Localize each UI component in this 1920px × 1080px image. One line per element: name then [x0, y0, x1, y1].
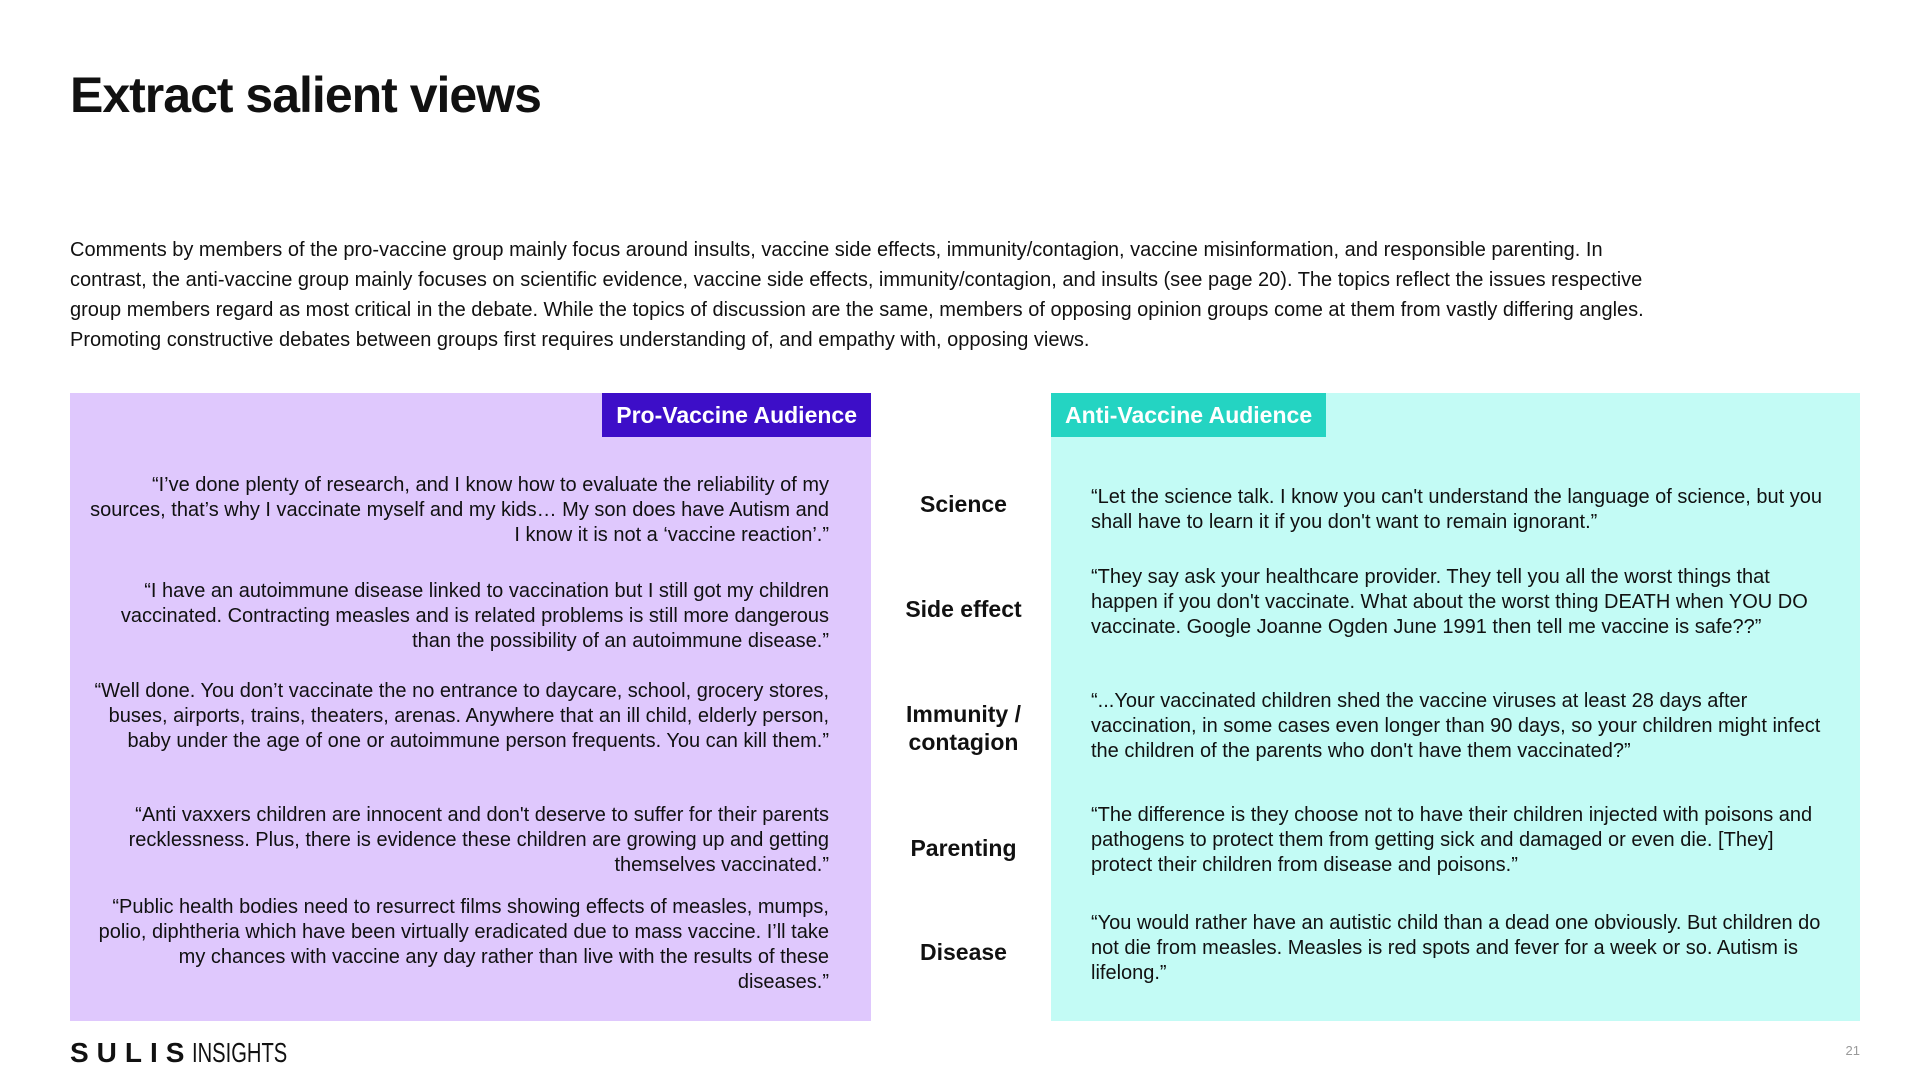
pro-quote-science: “I’ve done plenty of research, and I know how to evaluate the reliability of my sources, that’s why I vaccinate myself and my kids… My son does have Autism and I know it is not a ‘vaccine reaction’.”	[90, 474, 829, 546]
pro-quote-disease: “Public health bodies need to resurrect films showing effects of measles, mumps, polio, diphtheria which have been virtually eradicated due to mass vaccine. I’ll take my chances with vaccine any day rather than live with the results of these diseases.”	[98, 896, 829, 993]
anti-vaccine-panel	[1051, 393, 1860, 1021]
anti-quote-side-effect: “They say ask your healthcare provider. They tell you all the worst things that happen if you don't vaccinate. What about the worst thing DEATH when YOU DO vaccinate. Google Joanne Ogden June 1991 then tell me vaccine is safe??”	[1091, 566, 1808, 638]
anti-vaccine-audience-label: Anti-Vaccine Audience	[1051, 393, 1326, 437]
pro-quote-side-effect: “I have an autoimmune disease linked to vaccination but I still got my children vaccinated. Contracting measles and is related problems is still more dangerous than the possibility of an autoimmune disease.”	[120, 580, 829, 652]
intro-paragraph: Comments by members of the pro-vaccine group mainly focus around insults, vaccine side effects, immunity/contagion, vaccine misinformation, and responsible parenting. In contrast, the anti-vaccine group mainly focuses on scientific evidence, vaccine side effects, immunity/contagion, and insults (see page 20). The topics reflect the issues respective group members regard as most critical in the debate. While the topics of discussion are the same, members of opposing opinion groups come at them from vastly differing angles. Promoting constructive debates between groups first requires understanding of, and empathy with, opposing views.	[70, 239, 1644, 351]
anti-quote-disease: “You would rather have an autistic child than a dead one obviously. But children do not die from measles. Measles is red spots and fever for a week or so. Autism is lifelong.”	[1091, 912, 1821, 984]
topic-disease: Disease	[920, 939, 1007, 965]
topic-immunity-contagion: Immunity / contagion	[905, 701, 1021, 755]
sulis-insights-logo	[70, 1038, 325, 1068]
logo-sub: INSIGHTS	[192, 1037, 288, 1068]
anti-quote-immunity: “...Your vaccinated children shed the vaccine viruses at least 28 days after vaccination, in some cases even longer than 90 days, so your children might infect the children of the parents who don't have them vaccinated?”	[1091, 690, 1821, 762]
page-title: Extract salient views	[70, 67, 541, 123]
pro-quote-parenting: “Anti vaxxers children are innocent and don't deserve to suffer for their parents recklessness. Plus, there is evidence these children are growing up and getting themselves vaccinated.”	[128, 804, 829, 876]
logo-brand: SULIS	[70, 1037, 193, 1068]
topic-science: Science	[920, 491, 1007, 517]
pro-quote-immunity: “Well done. You don’t vaccinate the no entrance to daycare, school, grocery stores, buses, airports, trains, theaters, arenas. Anywhere that an ill child, elderly person, baby under the age of one or autoimmune person frequents. You can kill them.”	[94, 680, 829, 752]
topic-parenting: Parenting	[910, 835, 1017, 861]
page-number: 21	[1845, 1043, 1860, 1058]
anti-quote-parenting: “The difference is they choose not to have their children injected with poisons and pathogens to protect them from getting sick and damaged or even die. [They] protect their children from disease and poisons.”	[1091, 804, 1813, 876]
pro-vaccine-panel	[70, 393, 871, 1021]
topic-side-effect: Side effect	[905, 596, 1022, 622]
pro-vaccine-audience-label: Pro-Vaccine Audience	[602, 393, 871, 437]
anti-quote-science: “Let the science talk. I know you can't understand the language of science, but you shall have to learn it if you don't want to remain ignorant.”	[1091, 486, 1822, 533]
